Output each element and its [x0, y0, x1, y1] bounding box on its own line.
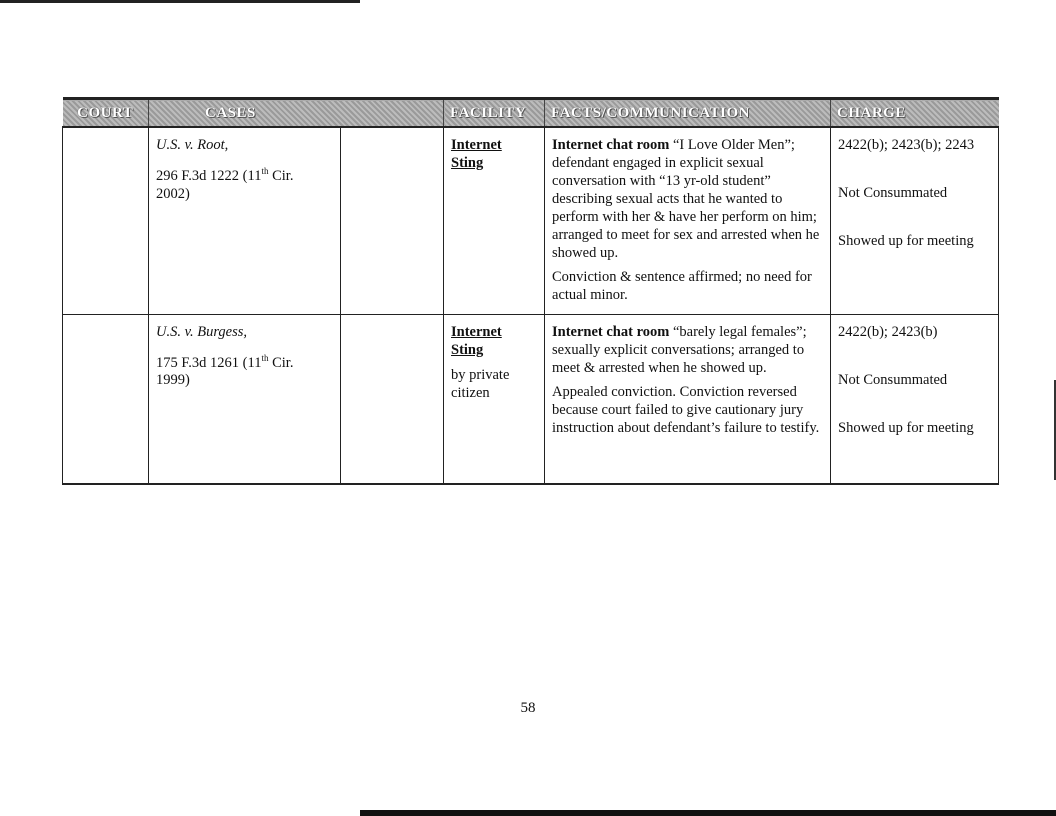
citation-text: 296 F.3d 1222 (11: [156, 167, 262, 184]
facility-sub: by private citizen: [451, 366, 510, 401]
court-cell: [63, 127, 149, 314]
citation-ordinal: th: [261, 166, 269, 176]
citation-year: 1999): [156, 372, 190, 389]
charge-status: Not Consummated: [838, 371, 948, 388]
facility-main: Internet Sting: [451, 323, 502, 358]
charge-status: Not Consummated: [838, 185, 948, 201]
header-cases: CASES: [149, 99, 444, 128]
facts-outcome: Appealed conviction. Conviction reversed because court failed to give cautionary jury instruction about defendant’s failure to testify.: [552, 383, 820, 436]
header-charge: CHARGE: [831, 99, 999, 128]
table-header-row: [63, 99, 999, 128]
facts-lead: Internet chat room: [552, 323, 670, 340]
court-cell: [63, 314, 149, 484]
facility-cell: [444, 127, 545, 314]
table-row: [63, 314, 999, 484]
header-court: COURT: [63, 99, 149, 128]
facts-body: “I Love Older Men”; defendant engaged in explicit sexual conversation with “13 yr-old student” describing sexual acts that he wanted to perform with her & have her perform on him; arranged to meet for sex and arrested when he showed up.: [552, 137, 820, 261]
case-citation: [156, 162, 333, 203]
header-facility: FACILITY: [444, 99, 545, 128]
citation-ordinal: th: [261, 352, 269, 363]
scan-edge-bottom: [360, 810, 1056, 816]
scan-edge-top: [0, 0, 360, 3]
charge-statutes: 2422(b); 2423(b): [838, 323, 938, 340]
page-number: 58: [520, 700, 536, 716]
case-citation: [156, 349, 333, 390]
case-name: U.S. v. Burgess,: [156, 323, 248, 340]
citation-text-end: Cir.: [268, 354, 294, 371]
header-facts: FACTS/COMMUNICATION: [545, 99, 831, 128]
charge-cell: [831, 314, 999, 484]
empty-cell: [341, 127, 444, 314]
empty-cell: [341, 314, 444, 484]
facts-cell: [545, 127, 831, 314]
facts-lead: Internet chat room: [552, 137, 670, 153]
case-name: U.S. v. Root,: [156, 137, 229, 153]
case-table: [62, 97, 999, 485]
charge-statutes: 2422(b); 2423(b); 2243: [838, 137, 975, 153]
facts-body: “barely legal females”; sexually explicit conversations; arranged to meet & arrested when he showed up.: [552, 323, 807, 376]
citation-year: 2002): [156, 185, 190, 202]
case-cell: [149, 127, 341, 314]
facility-main: Internet Sting: [451, 137, 502, 171]
facts-cell: [545, 314, 831, 484]
citation-text: 175 F.3d 1261 (11: [156, 354, 262, 371]
case-cell: [149, 314, 341, 484]
facts-text: [552, 323, 823, 377]
charge-note: Showed up for meeting: [838, 233, 974, 249]
facility-cell: [444, 314, 545, 484]
charge-cell: [831, 127, 999, 314]
charge-note: Showed up for meeting: [838, 419, 974, 436]
table-row: [63, 127, 999, 314]
citation-text-end: Cir.: [268, 167, 294, 184]
facts-text: [552, 136, 823, 262]
facts-outcome: Conviction & sentence affirmed; no need for actual minor.: [552, 269, 812, 303]
